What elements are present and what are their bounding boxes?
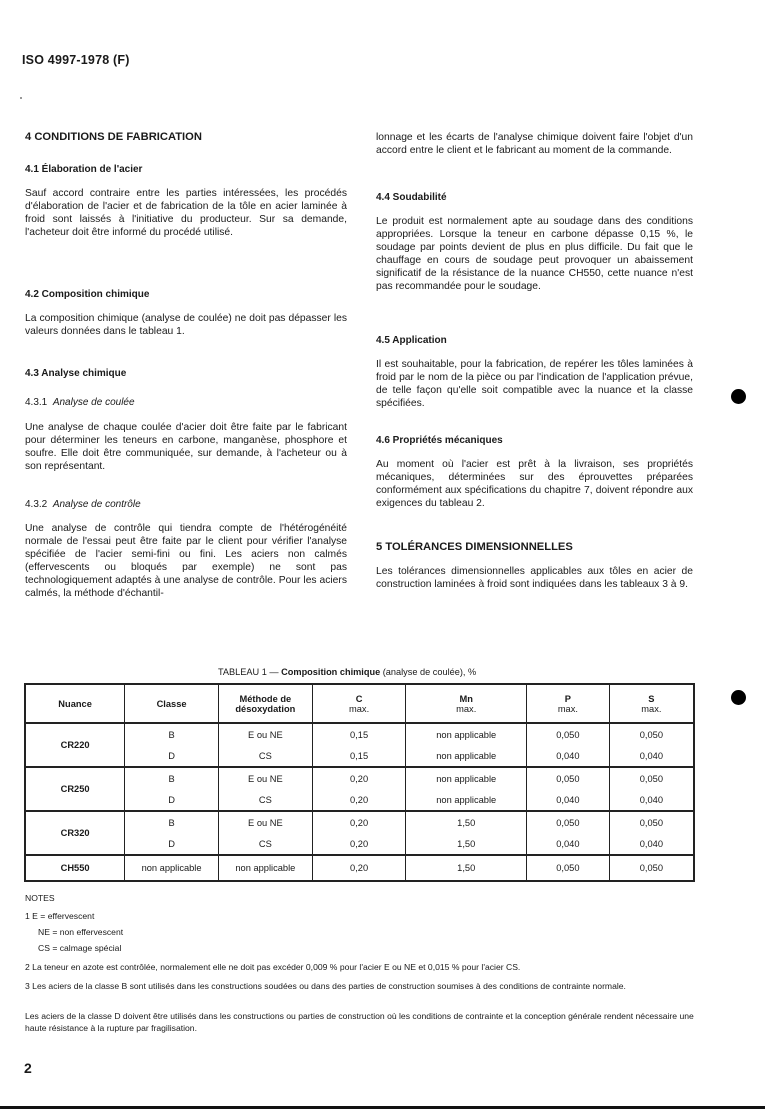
cell-methode: E ou NE bbox=[218, 811, 312, 833]
binder-hole-mark bbox=[731, 389, 746, 404]
section-4-3-1-title: 4.3.1 Analyse de coulée bbox=[25, 397, 135, 408]
table-row bbox=[25, 833, 694, 855]
header-p: P max. bbox=[527, 684, 610, 723]
cell-p: 0,040 bbox=[527, 789, 610, 811]
section-4-3-2-text: Une analyse de contrôle qui tiendra compte de l'hétérogénéité normale de l'essai peut être faite par le client pour vérifier l'analyse spécifiée de l'acier semi-fini ou fini. Les aciers non calmés (effervescents ou bloqués par exemple) ne sont pas technologiquement adaptés à une analyse de contrôle. Pour les aciers calmés, la méthode d'échantil- bbox=[25, 523, 347, 599]
cell-mn: non applicable bbox=[406, 789, 527, 811]
cell-c: 0,20 bbox=[312, 789, 406, 811]
section-4-5-text: Il est souhaitable, pour la fabrication, de repérer les tôles laminées à froid par le nom de la pièce ou par l'indication de l'application prévue, de telle façon qu'elle soit compatible avec la nuance et la classe spécifiées. bbox=[376, 359, 693, 409]
section-4-title: 4 CONDITIONS DE FABRICATION bbox=[25, 131, 202, 143]
cell-c: 0,15 bbox=[312, 723, 406, 745]
bottom-rule bbox=[0, 1106, 765, 1109]
section-4-2-title: 4.2 Composition chimique bbox=[25, 289, 150, 300]
section-5-text: Les tolérances dimensionnelles applicables aux tôles en acier de construction laminées à froid sont indiquées dans les tableaux 3 à 9. bbox=[376, 566, 693, 590]
binder-hole-mark bbox=[731, 690, 746, 705]
cell-classe: D bbox=[125, 833, 219, 855]
composition-table bbox=[24, 683, 695, 882]
table-row bbox=[25, 855, 694, 881]
cell-mn: 1,50 bbox=[406, 811, 527, 833]
cell-methode: non applicable bbox=[218, 855, 312, 881]
section-4-3-title: 4.3 Analyse chimique bbox=[25, 368, 127, 379]
cell-classe: D bbox=[125, 789, 219, 811]
cell-mn: 1,50 bbox=[406, 855, 527, 881]
table-row bbox=[25, 789, 694, 811]
header-classe: Classe bbox=[125, 684, 219, 723]
section-5-title: 5 TOLÉRANCES DIMENSIONNELLES bbox=[376, 541, 573, 553]
note-3: 3 Les aciers de la classe B sont utilisés dans les constructions soudées ou dans des parties de construction soumises à des conditions de contrainte normale. bbox=[25, 981, 626, 991]
cell-nuance: CR250 bbox=[25, 767, 125, 811]
cell-p: 0,050 bbox=[527, 811, 610, 833]
header-s: S max. bbox=[609, 684, 694, 723]
table-caption: TABLEAU 1 — Composition chimique (analyse de coulée), % bbox=[218, 667, 477, 677]
cell-methode: CS bbox=[218, 789, 312, 811]
section-4-5-title: 4.5 Application bbox=[376, 335, 447, 346]
cell-methode: CS bbox=[218, 745, 312, 767]
cell-nuance: CH550 bbox=[25, 855, 125, 881]
cell-methode: E ou NE bbox=[218, 723, 312, 745]
section-4-3-1-text: Une analyse de chaque coulée d'acier doit être faite par le fabricant pour déterminer les teneurs en carbone, manganèse, phosphore et soufre. Elle doit être communiquée, sur demande, à l'acheteur ou à son représentant. bbox=[25, 422, 347, 472]
note-1-line-1: 1 E = effervescent bbox=[25, 911, 95, 921]
cell-mn: 1,50 bbox=[406, 833, 527, 855]
section-4-3-2-title: 4.3.2 Analyse de contrôle bbox=[25, 499, 141, 510]
cell-classe: D bbox=[125, 745, 219, 767]
header-mn: Mn max. bbox=[406, 684, 527, 723]
cell-nuance: CR320 bbox=[25, 811, 125, 855]
section-4-6-title: 4.6 Propriétés mécaniques bbox=[376, 435, 503, 446]
cell-nuance: CR220 bbox=[25, 723, 125, 767]
section-4-2-text: La composition chimique (analyse de coulée) ne doit pas dépasser les valeurs données dans le tableau 1. bbox=[25, 313, 347, 337]
cell-classe: B bbox=[125, 723, 219, 745]
note-1-line-3: CS = calmage spécial bbox=[38, 943, 122, 953]
note-1-line-2: NE = non effervescent bbox=[38, 927, 124, 937]
cell-p: 0,050 bbox=[527, 767, 610, 789]
cell-mn: non applicable bbox=[406, 767, 527, 789]
cell-p: 0,050 bbox=[527, 855, 610, 881]
section-4-4-title: 4.4 Soudabilité bbox=[376, 192, 447, 203]
cell-s: 0,050 bbox=[609, 855, 694, 881]
section-4-1-title: 4.1 Élaboration de l'acier bbox=[25, 164, 143, 175]
cell-s: 0,040 bbox=[609, 833, 694, 855]
cell-mn: non applicable bbox=[406, 723, 527, 745]
scan-speck bbox=[20, 97, 22, 99]
cell-p: 0,040 bbox=[527, 833, 610, 855]
table-row bbox=[25, 811, 694, 833]
section-4-4-text: Le produit est normalement apte au soudage dans des conditions appropriées. Lorsque la teneur en carbone dépasse 0,15 %, le soudage par points devient de plus en plus difficile. Du fait que le chauffage en cours de soudage peut provoquer un abaissement significatif de la résistance de la nuance CH550, cette nuance n'est pas recommandée pour le soudage. bbox=[376, 216, 693, 292]
document-id: ISO 4997-1978 (F) bbox=[22, 53, 130, 67]
cell-p: 0,050 bbox=[527, 723, 610, 745]
cell-classe: B bbox=[125, 811, 219, 833]
section-4-6-text: Au moment où l'acier est prêt à la livraison, ses propriétés mécaniques, déterminées sur des éprouvettes préparées conformément aux spécifications du chapitre 7, doivent répondre aux exigences du tableau 2. bbox=[376, 459, 693, 509]
cell-classe: B bbox=[125, 767, 219, 789]
cell-c: 0,20 bbox=[312, 767, 406, 789]
note-3-continued: Les aciers de la classe D doivent être utilisés dans les constructions ou parties de construction où les conditions de contrainte et la conception générale rendent nécessaire une haute résistance à la rupture par fragilisation. bbox=[25, 1011, 694, 1033]
table-row bbox=[25, 723, 694, 745]
cell-s: 0,050 bbox=[609, 767, 694, 789]
table-row bbox=[25, 767, 694, 789]
cell-s: 0,040 bbox=[609, 789, 694, 811]
cell-methode: CS bbox=[218, 833, 312, 855]
cell-p: 0,040 bbox=[527, 745, 610, 767]
section-4-1-text: Sauf accord contraire entre les parties intéressées, les procédés d'élaboration de l'acier et de fabrication de la tôle en acier laminée à froid sont laissés à l'initiative du producteur. Sur sa demande, l'acheteur doit être informé du procédé utilisé. bbox=[25, 188, 347, 238]
header-methode: Méthode de désoxydation bbox=[218, 684, 312, 723]
page-number: 2 bbox=[24, 1060, 32, 1076]
notes-title: NOTES bbox=[25, 893, 55, 903]
cell-s: 0,050 bbox=[609, 811, 694, 833]
continued-text: lonnage et les écarts de l'analyse chimique doivent faire l'objet d'un accord entre le client et le fabricant au moment de la commande. bbox=[376, 132, 693, 156]
cell-c: 0,20 bbox=[312, 811, 406, 833]
cell-methode: E ou NE bbox=[218, 767, 312, 789]
cell-s: 0,050 bbox=[609, 723, 694, 745]
cell-mn: non applicable bbox=[406, 745, 527, 767]
cell-c: 0,20 bbox=[312, 855, 406, 881]
header-nuance: Nuance bbox=[25, 684, 125, 723]
header-c: C max. bbox=[312, 684, 406, 723]
cell-classe: non applicable bbox=[125, 855, 219, 881]
table-row bbox=[25, 745, 694, 767]
cell-c: 0,15 bbox=[312, 745, 406, 767]
cell-c: 0,20 bbox=[312, 833, 406, 855]
table-header-row bbox=[25, 684, 694, 723]
cell-s: 0,040 bbox=[609, 745, 694, 767]
note-2: 2 La teneur en azote est contrôlée, normalement elle ne doit pas excéder 0,009 % pour l'acier E ou NE et 0,015 % pour l'acier CS. bbox=[25, 962, 521, 972]
